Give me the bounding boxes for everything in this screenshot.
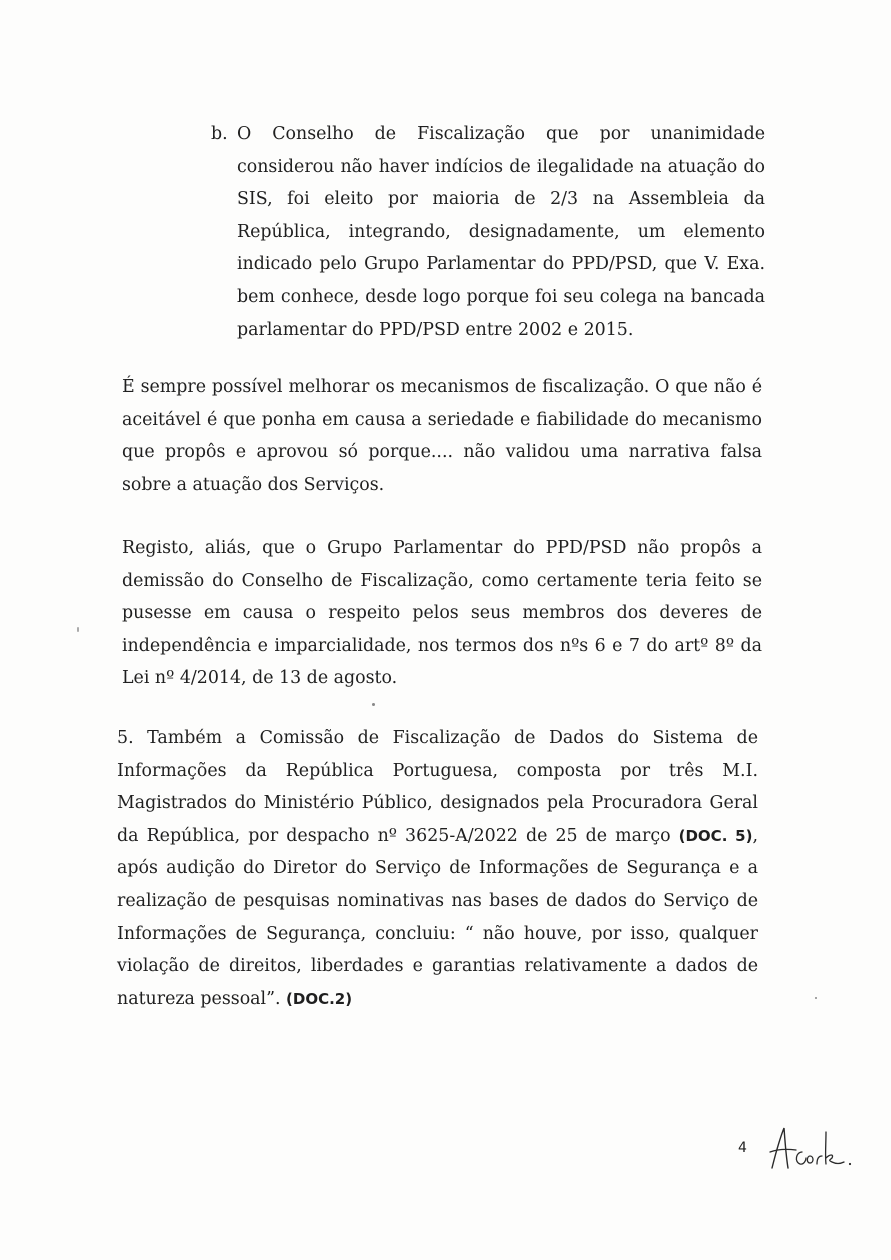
scan-speck (77, 627, 79, 632)
doc-2-reference: (DOC.2) (286, 989, 353, 1008)
doc-5-reference: (DOC. 5) (678, 826, 753, 845)
paragraph-1: É sempre possível melhorar os mecanismos de fiscalização. O que não é aceitável é que ponha em causa a seriedade e fiabilidade do mecanismo que propôs e aprovou só porque.... não validou uma narrativa falsa sobre a atuação dos Serviços. (122, 377, 762, 495)
paragraph-3-text-a: 5. Também a Comissão de Fiscalização de Dados do Sistema de Informações da República Portuguesa, composta por três M.I. Magistrados do Ministério Público, designados pela Procuradora Geral da República, por despacho nº 3625-A/2022 de 25 de março (117, 728, 758, 846)
scan-speck (372, 703, 375, 706)
paragraph-3-text-b: , após audição do Diretor do Serviço de Informações de Segurança e a realização de pesquisas nominativas nas bases de dados do Serviço de Informações de Segurança, concluiu: “ não houve, por isso, qualquer violação de direitos, liberdades e garantias relativamente a dados de natureza pessoal”. (117, 825, 758, 1009)
handwritten-signature (766, 1122, 862, 1174)
paragraph-3 (117, 722, 758, 1015)
scan-speck (815, 997, 817, 999)
paragraph-2: Registo, aliás, que o Grupo Parlamentar do PPD/PSD não propôs a demissão do Conselho de Fiscalização, como certamente teria feito se pusesse em causa o respeito pelos seus membros dos deveres de independência e imparcialidade, nos termos dos nºs 6 e 7 do artº 8º da Lei nº 4/2014, de 13 de agosto. (122, 538, 762, 689)
list-item-text: O Conselho de Fiscalização que por unanimidade considerou não haver indícios de ilegalidade na atuação do SIS, foi eleito por maioria de 2/3 na Assembleia da República, integrando, designadamente, um elemento indicado pelo Grupo Parlamentar do PPD/PSD, que V. Exa. bem conhece, desde logo porque foi seu colega na bancada parlamentar do PPD/PSD entre 2002 e 2015. (237, 124, 765, 340)
list-marker: b. (211, 124, 228, 144)
list-item-b (211, 118, 765, 346)
page-number: 4 (738, 1140, 747, 1156)
